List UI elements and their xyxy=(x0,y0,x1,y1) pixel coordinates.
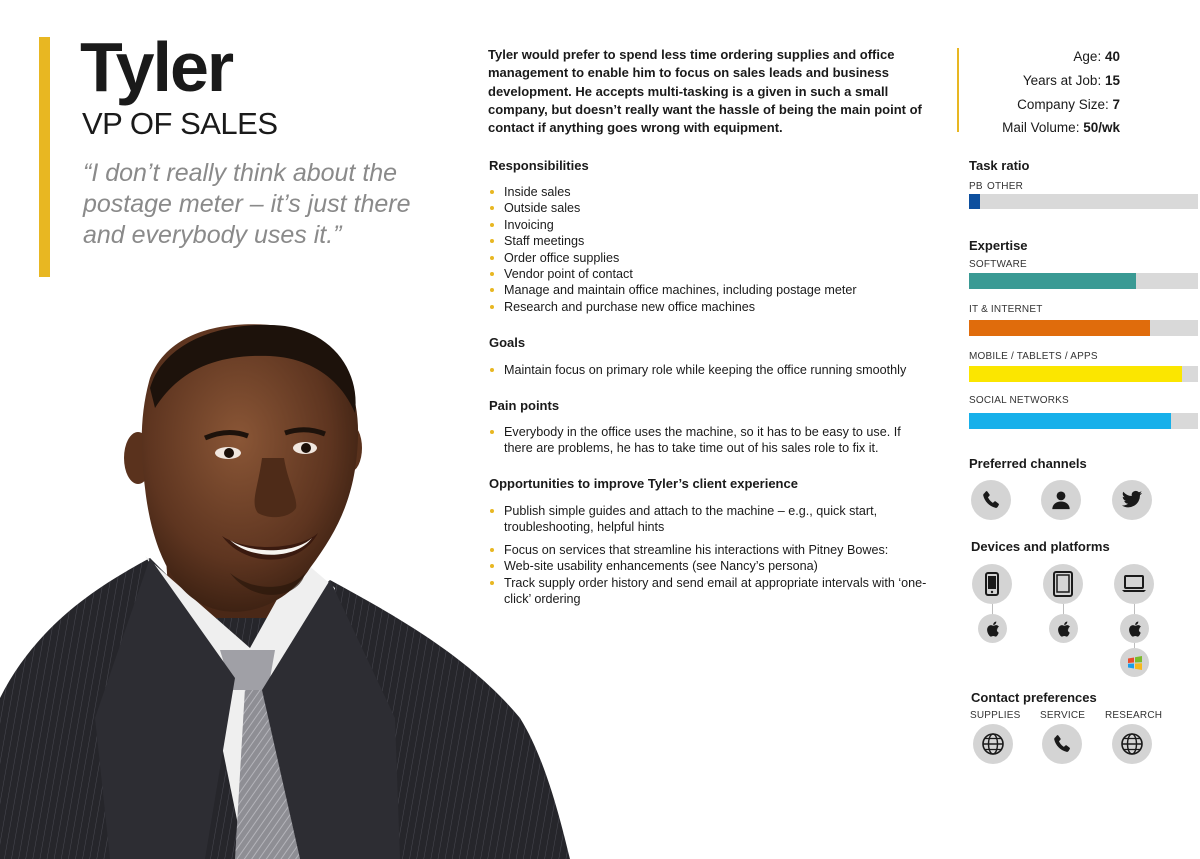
expertise-mobile-bar xyxy=(969,366,1198,382)
expertise-social-label: SOCIAL NETWORKS xyxy=(969,395,1069,406)
expertise-software-bar xyxy=(969,273,1198,289)
contact-research-label: RESEARCH xyxy=(1105,710,1163,721)
list-item: Research and purchase new office machines xyxy=(489,299,949,315)
connector-line xyxy=(1063,604,1064,614)
task-ratio-other-label: OTHER xyxy=(987,181,1023,192)
person-icon xyxy=(1041,480,1081,520)
list-item: Everybody in the office uses the machine, so it has to be easy to use. If there are problems, he has to take time out of his sales role to fix it. xyxy=(489,424,929,457)
list-item: Track supply order history and send email at appropriate intervals with ‘one-click’ ordering xyxy=(489,575,934,608)
responsibilities-list xyxy=(489,184,949,315)
accent-bar xyxy=(39,37,50,277)
stats-accent-bar xyxy=(957,48,959,132)
persona-name: Tyler xyxy=(80,28,233,106)
tablet-icon xyxy=(1043,564,1083,604)
task-ratio-title: Task ratio xyxy=(969,158,1030,173)
list-item: Invoicing xyxy=(489,217,949,233)
apple-icon xyxy=(1049,614,1078,643)
list-item: Web-site usability enhancements (see Nancy’s persona) xyxy=(489,558,934,574)
globe-icon xyxy=(1112,724,1152,764)
apple-icon xyxy=(1120,614,1149,643)
devices-title: Devices and platforms xyxy=(971,539,1110,554)
task-ratio-pb-label: PB xyxy=(969,181,983,192)
stat-age: Age: 40 xyxy=(1073,49,1120,64)
expertise-it-label: IT & INTERNET xyxy=(969,304,1043,315)
persona-role: VP OF SALES xyxy=(82,106,278,141)
list-item: Publish simple guides and attach to the machine – e.g., quick start, troubleshooting, helpful hints xyxy=(489,503,934,536)
apple-icon xyxy=(978,614,1007,643)
list-item: Inside sales xyxy=(489,184,949,200)
phone-icon xyxy=(971,480,1011,520)
expertise-title: Expertise xyxy=(969,238,1028,253)
laptop-icon xyxy=(1114,564,1154,604)
list-item: Maintain focus on primary role while keeping the office running smoothly xyxy=(489,362,949,378)
preferred-channels-title: Preferred channels xyxy=(969,456,1087,471)
persona-summary: Tyler would prefer to spend less time ordering supplies and office management to enable him to focus on sales leads and business development. He accepts multi-tasking is a given in such a small company, but doesn’t really want the hassle of being the main point of contact if anything goes wrong with equipment. xyxy=(488,47,922,136)
smartphone-icon xyxy=(972,564,1012,604)
globe-icon xyxy=(973,724,1013,764)
connector-line xyxy=(992,604,993,614)
connector-line xyxy=(1134,604,1135,614)
list-item: Vendor point of contact xyxy=(489,266,949,282)
persona-quote: “I don’t really think about the postage meter – it’s just there and everybody uses it.” xyxy=(83,159,411,249)
expertise-mobile-label: MOBILE / TABLETS / APPS xyxy=(969,351,1098,362)
stats-block xyxy=(962,45,1120,140)
expertise-it-bar xyxy=(969,320,1198,336)
contact-preferences-title: Contact preferences xyxy=(971,690,1097,705)
list-item: Focus on services that streamline his interactions with Pitney Bowes: xyxy=(489,542,934,558)
opportunities-list xyxy=(489,503,934,607)
task-ratio-bar xyxy=(969,194,1198,209)
expertise-social-fill xyxy=(969,413,1171,429)
expertise-software-fill xyxy=(969,273,1136,289)
expertise-social-bar xyxy=(969,413,1198,429)
list-item: Outside sales xyxy=(489,200,949,216)
persona-photo xyxy=(0,318,570,859)
stat-years-at-job: Years at Job: 15 xyxy=(1022,72,1120,88)
list-item: Manage and maintain office machines, including postage meter xyxy=(489,282,949,298)
task-ratio-pb-fill xyxy=(969,194,980,209)
expertise-software-label: SOFTWARE xyxy=(969,259,1027,270)
opportunities-title: Opportunities to improve Tyler’s client experience xyxy=(489,476,798,491)
expertise-it-fill xyxy=(969,320,1150,336)
windows-icon xyxy=(1120,648,1149,677)
twitter-bird-icon xyxy=(1112,480,1152,520)
pain-points-title: Pain points xyxy=(489,398,560,413)
expertise-mobile-fill xyxy=(969,366,1182,382)
responsibilities-title: Responsibilities xyxy=(489,158,589,173)
stat-company-size: Company Size: 7 xyxy=(1017,96,1120,112)
stat-mail-volume: Mail Volume: 50/wk xyxy=(1002,120,1120,136)
goals-title: Goals xyxy=(489,335,526,350)
list-item: Order office supplies xyxy=(489,250,949,266)
list-item: Staff meetings xyxy=(489,233,949,249)
contact-supplies-label: SUPPLIES xyxy=(970,710,1021,721)
phone-icon xyxy=(1042,724,1082,764)
goals-list xyxy=(489,362,949,378)
contact-service-label: SERVICE xyxy=(1040,710,1086,721)
pain-points-list xyxy=(489,424,929,457)
